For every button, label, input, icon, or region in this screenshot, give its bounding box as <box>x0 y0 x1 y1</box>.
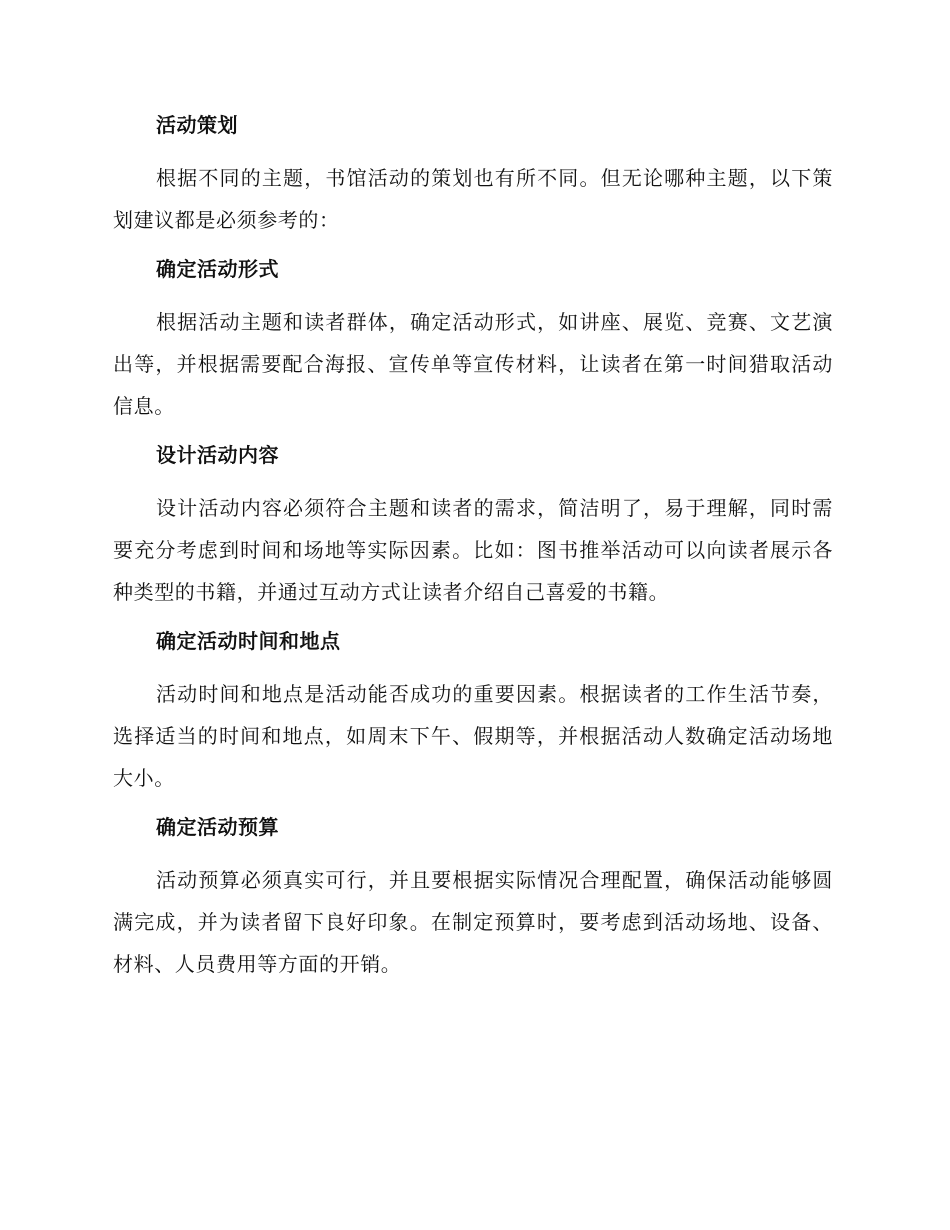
section-heading-activity-format: 确定活动形式 <box>156 257 279 281</box>
section-heading-activity-budget: 确定活动预算 <box>156 815 279 839</box>
section-heading-activity-planning: 活动策划 <box>156 113 238 137</box>
section-body-activity-format: 根据活动主题和读者群体，确定活动形式，如讲座、展览、竞赛、文艺演出等，并根据需要配合海报、宣传单等宣传材料，让读者在第一时间猎取活动信息。 <box>113 310 833 418</box>
section-heading-time-and-place: 确定活动时间和地点 <box>156 629 341 653</box>
section-body-activity-budget: 活动预算必须真实可行，并且要根据实际情况合理配置，确保活动能够圆满完成，并为读者留下良好印象。在制定预算时，要考虑到活动场地、设备、材料、人员费用等方面的开销。 <box>113 868 833 976</box>
section-heading-activity-content: 设计活动内容 <box>156 443 279 467</box>
section-body-activity-content: 设计活动内容必须符合主题和读者的需求，简洁明了，易于理解，同时需要充分考虑到时间和场地等实际因素。比如：图书推举活动可以向读者展示各种类型的书籍，并通过互动方式让读者介绍自己喜爱的书籍。 <box>113 496 833 604</box>
section-body-activity-planning: 根据不同的主题，书馆活动的策划也有所不同。但无论哪种主题，以下策划建议都是必须参考的： <box>113 166 833 232</box>
document-page <box>113 111 833 985</box>
section-body-time-and-place: 活动时间和地点是活动能否成功的重要因素。根据读者的工作生活节奏，选择适当的时间和地点，如周末下午、假期等，并根据活动人数确定活动场地大小。 <box>113 682 833 790</box>
